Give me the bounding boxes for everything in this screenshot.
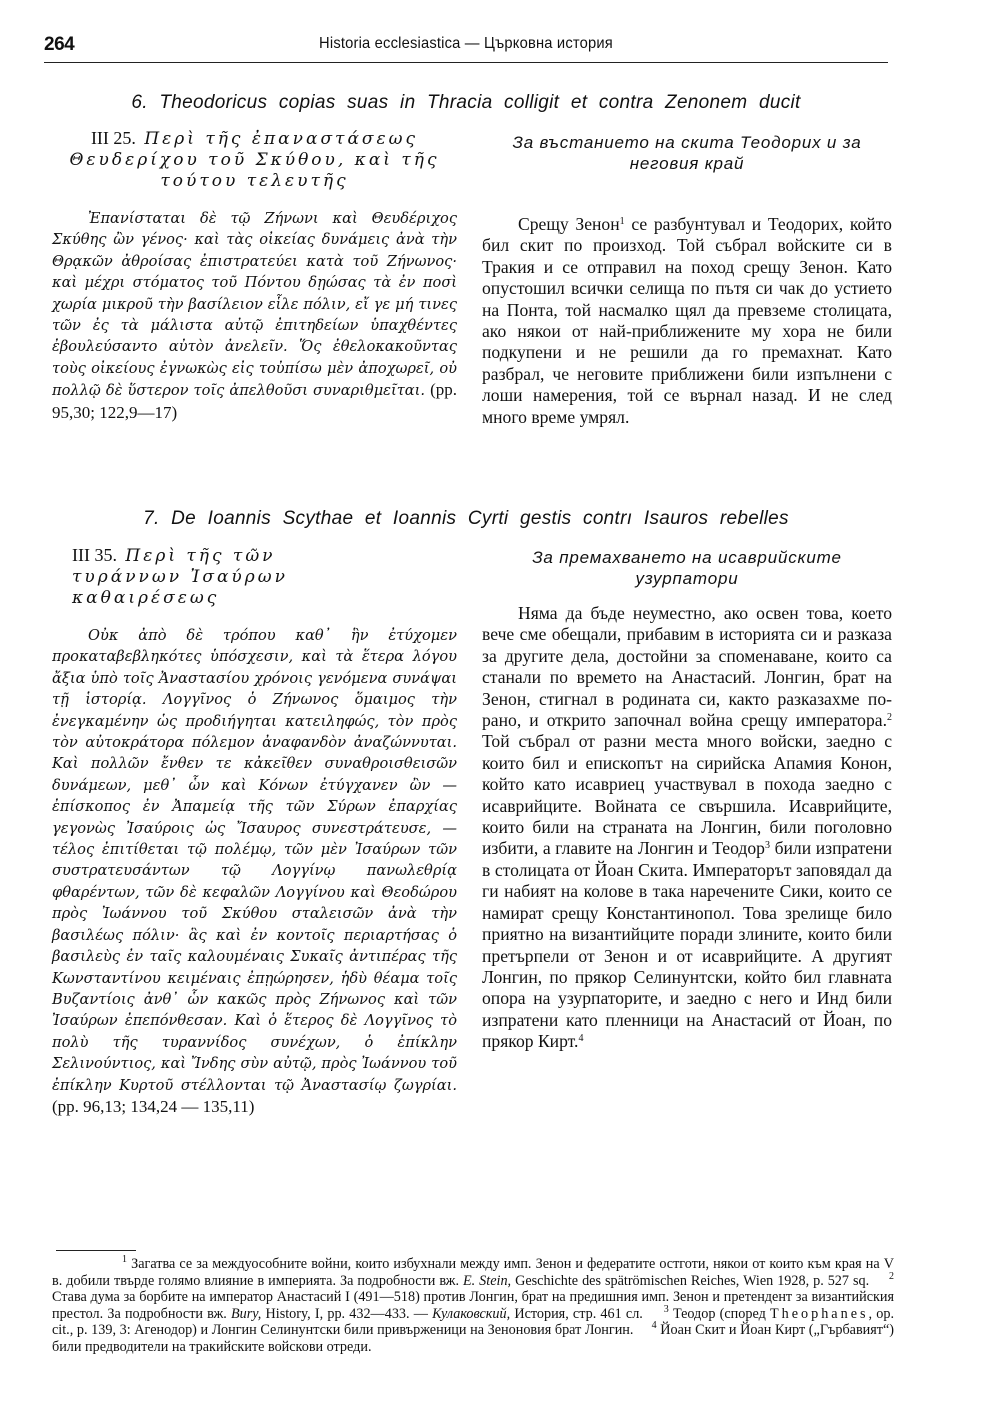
footnote-1-source: Geschichte des spätrömischen Reiches, Wien 1928, p. 527 sq. (511, 1272, 870, 1289)
header-rule (44, 62, 888, 63)
footnote-3-text-rest: , op. cit., p. 139, 3: Агенодор) и Лонгин Селинунтски били привърженици на Зеноновия брат Лонгин. (52, 1305, 894, 1339)
footnote-4-text: Йоан Скит и Йоан Кирт („Гърбавият“) били предводители на тракийските войскови отреди. (52, 1322, 895, 1355)
footnote-2-author-kulakovsky: Кулаковский, (432, 1305, 511, 1322)
section-6-greek-heading (52, 128, 457, 192)
section-7-greek-paragraph: Οὐκ ἀπὸ δὲ τρόπου καθ᾿ ἣν ἐτύχομεν προκαταβεβληκότες ὑπόσχεσιν, καὶ τὰ ἕτερα λόγου ἄξια ὑπὸ τοῖς Ἀναστασίου χρόνοις γενόμενα συνάψαι τῇ ἱστορίᾳ. Λογγῖνος ὁ Ζήνωνος ὅμαιμος τὴν ἐνεγκαμένην ὡς προδιήγηται κατειληφώς, τὸν πρὸς τὸν αὐτοκράτορα πόλεμον ἀναφανδὸν ἀναζώννυται. Καὶ πολλῶν ἔνθεν τε κἀκεῖθεν συναθροισθεισῶν δυνάμεων, μεθ᾿ ὧν καὶ Κόνων ἐτύγχανεν ὢν — ἐπίσκοπος ἐν Ἀπαμείᾳ τῆς τῶν Σύρων ἐπαρχίας γεγονὼς Ἰσαύροις ὡς Ἴσαυρος συνεστράτευσε, — τέλος ἐπιτίθεται τῷ πολέμῳ, τῶν μὲν Ἰσαύρων τῶν συστρατευσάντων τῷ Λογγίνῳ πανωλεθρίᾳ φθαρέντων, τῶν δὲ κεφαλῶν Λογγίνου καὶ Θεοδώρου πρὸς Ἰωάννου τοῦ Σκύθου σταλεισῶν ἀνὰ τὴν βασιλέως πόλιν· ἃς καὶ ἐν κοντοῖς περιαρτήσας ὁ βασιλεὺς ἐν ταῖς καλουμέναις Συκαῖς ἀντιπέρας τῆς Κωνσταντίνου κειμέναις ἐπῃώρησεν, ἡδὺ θέαμα τοῖς Βυζαντίοις ἀνθ᾿ ὧν κακῶς πρὸς Ζήνωνος καὶ τῶν Ἰσαύρων ἐπεπόνθεσαν. Καὶ ὁ ἕτερος δὲ Λογγῖνος τὸ πολὺ τῆς τυραννίδος συνέχων, ὁ ἐπίκλην Σελινούντιος, καὶ Ἴνδης σὺν αὐτῷ, πρὸς Ἰωάννου τοῦ ἐπίκλην Κυρτοῦ στέλλονται τῷ Ἀναστασίῳ ζωγρίαι. (52, 627, 457, 1094)
running-title: Historia ecclesiastica — Църковна история (319, 35, 613, 52)
section-7-citation: (pp. 96,13; 134,24 — 135,11) (52, 1096, 255, 1116)
section-7-book-ref: III 35. (72, 545, 117, 565)
section-6-bulgarian-text (482, 214, 892, 428)
footnote-2-text: Става дума за борбите на император Анастасий I (491—518) против Лонгин, брат на предишния имп. Зенон и претендент за византийския престол. За подробности вж. (52, 1289, 894, 1322)
section-6-bulgarian-column (482, 132, 892, 428)
section-6-citation: (pp. 95,30; 122,9—17) (52, 380, 458, 422)
section-7-title: 7. De Ioannis Scythae et Ioannis Cyrti gestis contrı Isauros rebelles (143, 508, 789, 529)
page-number: 264 (44, 34, 75, 55)
section-7-greek-column (52, 545, 457, 1118)
section-7-bulgarian-column (482, 547, 892, 1053)
section-7-bulgarian-text (482, 603, 892, 1053)
section-6-book-ref: III 25. (90, 128, 136, 148)
section-7-greek-heading (52, 545, 372, 609)
section-7-bulgarian-text-part1: Няма да бъде неуместно, ако освен това, което вече сме обещали, прибавим в историята си и разказа за другите дела, достойни за споменаване, които са станали по времето на Анастасий. Лонгин, брат на Зенон, стигнал в родината си, както разказахме по-рано, и открито започнал война срещу императора. (482, 603, 892, 731)
footnote-1-author: E. Stein, (463, 1272, 512, 1289)
section-6-greek-paragraph: Ἐπανίσταται δὲ τῷ Ζήνωνι καὶ Θευδέριχος Σκύθης ὢν γένος· καὶ τὰς οἰκείας δυνάμεις ἀνὰ τὴν Θρᾳκῶν ἀθροίσας ἐπιστρατεύει κατὰ τοῦ Ζήνωνος· καὶ μέχρι στόματος τοῦ Πόντου δῃώσας τὰ ἐν ποσὶ χωρία μικροῦ τὴν βασίλειον εἷλε πόλιν, εἴ γε μή τινες τῶν ἐς τὰ μάλιστα αὐτῷ ἐπιτηδείων ὑπαχθέντες ἐβουλεύσαντο αὐτὸν ἀνελεῖν. Ὅς ἐθελοκακοῦντας τοὺς οἰκείους ἐγνωκὼς εἰς τοὐπίσω μὲν ἀποχωρεῖ, οὐ πολλῷ δὲ ὕστερον τοῖς ἀπελθοῦσι συναριθμεῖται. (52, 210, 457, 400)
footnote-3-theophanes: Theophanes (769, 1305, 869, 1322)
footnotes-paragraph (52, 1256, 894, 1356)
footnote-1-number: 1 (122, 1254, 127, 1265)
footnote-ref-2: 2 (887, 712, 892, 724)
section-6-greek-column (52, 128, 457, 424)
footnote-ref-3: 3 (764, 840, 770, 852)
footnotes (52, 1256, 894, 1356)
footnote-rule (56, 1250, 136, 1251)
section-6-greek-text (52, 208, 457, 424)
section-7-greek-heading-text: Περὶ τῆς τῶν τυράννων Ἰσαύρων καθαιρέσεως (72, 546, 288, 608)
footnote-ref-1: 1 (619, 216, 625, 227)
section-6-greek-heading-text: Περὶ τῆς ἐπαναστάσεως Θευδερίχου τοῦ Σκύθου, καὶ τῆς τούτου τελευτῆς (69, 129, 440, 191)
footnote-2-number: 2 (889, 1270, 895, 1282)
section-6-title: 6. Theodoricus copias suas in Thracia colligit et contra Zenonem ducit (131, 92, 801, 113)
section-6-bulgarian-heading: За въстанието на скита Теодорих и за неговия край (512, 133, 862, 173)
section-7-greek-text (52, 625, 457, 1118)
footnote-4-number: 4 (651, 1320, 657, 1332)
footnote-2-author-bury: Bury, (231, 1305, 262, 1322)
footnote-1-text: Загатва се за междуособните войни, които избухнали между имп. Зенон и федератите остготи, някои от които към края на V в. добили твърде голямо влияние в империята. За подробности вж. (52, 1256, 895, 1289)
running-header (44, 34, 888, 58)
footnote-3-number: 3 (663, 1303, 669, 1315)
section-7-bulgarian-text-part3: били изпратени в столицата от Йоан Скита. Императорът заповядал да ги набият на колове в така наречените Сики, които се намират срещу Константинопол. Това зрелище било приятно на византийците поради злините, които били претърпели от Зенон и от исаврийците. А другият Лонгин, по прякор Селинунтски, който бил главната опора на узурпаторите, и заедно с него и Инд били изпратени като пленници на Анастасий от Йоан, по прякор Кирт. (482, 838, 892, 1052)
section-7-bulgarian-heading: За премахването на исаврийските узурпатори (532, 548, 842, 588)
section-7-bulgarian-text-part2: Той събрал от разни места много войски, заедно с които бил и епископът на сирийска Апамия Конон, който като исавриец участвувал в похода заедно с исаврийците. Войната се свършила. Исаврийците, които били на страната на Лонгин, били поголовно избити, а главите на Лонгин и Теодор (482, 731, 892, 859)
section-6-bulgarian-text-start: Срещу Зенон (518, 214, 620, 234)
footnote-ref-4: 4 (578, 1033, 584, 1045)
footnote-3-text: Теодор (според (672, 1305, 770, 1322)
footnote-2-source: History, I, pp. 432—433. — (261, 1305, 433, 1322)
footnote-2-source-2: История, стр. 461 сл. (510, 1305, 643, 1322)
section-6-bulgarian-text-rest: се разбунтувал и Теодорих, който бил скит по произход. Той събрал войските си в Тракия и се отправил на поход срещу Зенон. Като опустошил всички селища по пътя си чак до устието на Понта, той насмалко щял да превземе столицата, ако някои от най-приближените му хора не били подкупени и не решили да го премахнат. Като разбрал, че неговите приближени били изпълнени с лоши намерения, той се върнал назад. И не след много време умрял. (482, 214, 892, 427)
